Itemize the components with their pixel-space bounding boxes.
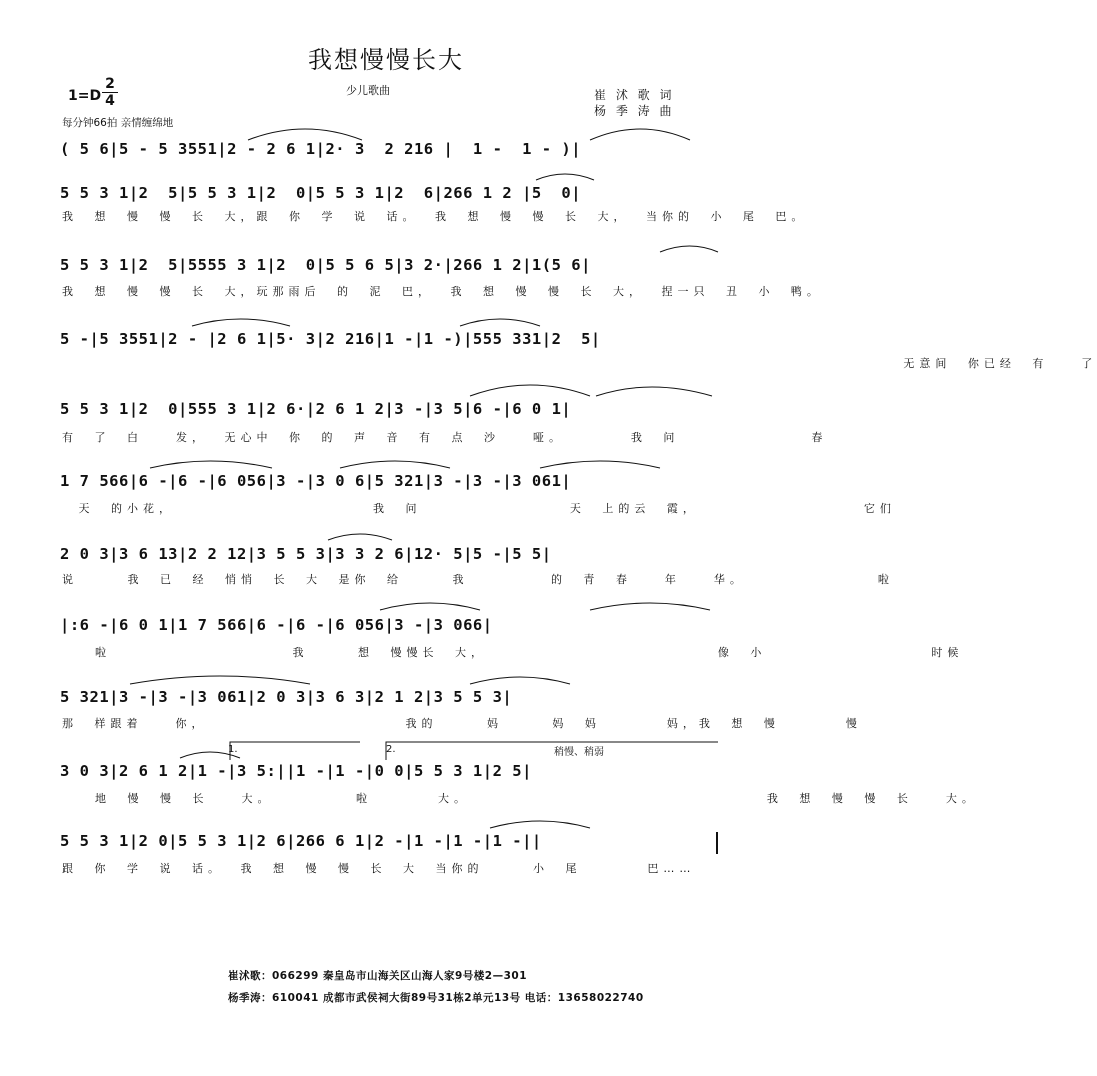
tempo-marking: 每分钟66拍 亲情缠绵地 (62, 117, 174, 129)
volta-bracket-1 (230, 742, 360, 760)
lyric-line-9: 那 样跟着 你， 我的 妈 妈 妈 妈，我 想 慢 慢 (62, 717, 862, 730)
notation-line-2: 5 5 3 1|2 5|5 5 3 1|2 0|5 5 3 1|2 6|266 1 2 |5 0| (60, 184, 582, 202)
lyric-line-7: 说 我 已 经 悄悄 长 大 是你 给 我 的 青 春 年 华。 啦 (62, 573, 894, 586)
slur-arc (490, 821, 590, 828)
notation-line-4: 5 -|5 3551|2 - |2 6 1|5· 3|2 216|1 -|1 -)|555 331|2 5| (60, 330, 601, 348)
slur-arc (470, 385, 590, 396)
composer-credit: 杨 季 涛 曲 (594, 104, 675, 118)
slur-arc (248, 129, 362, 140)
slur-arc (150, 461, 272, 468)
lyric-line-10: 地 慢 慢 长 大。 啦 大。 我 想 慢 慢 长 大。 (62, 792, 978, 805)
time-denominator: 4 (105, 93, 115, 109)
lyric-line-11: 跟 你 学 说 话。 我 想 慢 慢 长 大 当你的 小 尾 巴…… (62, 862, 696, 875)
final-barline (716, 832, 718, 854)
volta-1: 1. (228, 744, 238, 755)
notation-line-9: 5 321|3 -|3 -|3 061|2 0 3|3 6 3|2 1 2|3 5 5 3| (60, 688, 513, 706)
volta-bracket-2 (386, 742, 718, 760)
notation-line-6: 1 7 566|6 -|6 -|6 056|3 -|3 0 6|5 321|3 -|3 -|3 061| (60, 472, 572, 490)
slur-arc (380, 603, 480, 610)
notation-line-10: 3 0 3|2 6 1 2|1 -|3 5:||1 -|1 -|0 0|5 5 3 1|2 5| (60, 762, 532, 780)
time-numerator: 2 (102, 76, 118, 93)
lyric-line-4: 无意间 你已经 有 了 (62, 357, 1097, 370)
song-title: 我想慢慢长大 (308, 46, 464, 74)
lyricist-credit: 崔 沭 歌 词 (594, 88, 675, 102)
slur-arc (328, 534, 392, 540)
footer-contact-1: 崔沭歌：066299 秦皇岛市山海关区山海人家9号楼2—301 (228, 970, 528, 982)
notation-line-1: ( 5 6|5 - 5 3551|2 - 2 6 1|2· 3 2 216 | 1 - 1 - )| (60, 140, 582, 158)
lyric-line-8: 啦 我 想 慢慢长 大， 像 小 时候 (62, 646, 964, 659)
footer-contact-2: 杨季涛：610041 成都市武侯祠大街89号31栋2单元13号 电话：13658022740 (228, 992, 644, 1004)
slur-arc (180, 752, 240, 758)
slur-arc (460, 319, 540, 326)
dynamics-marking: 稍慢、稍弱 (554, 747, 604, 758)
notation-line-11: 5 5 3 1|2 0|5 5 3 1|2 6|266 6 1|2 -|1 -|1 -|1 -|| (60, 832, 542, 850)
notation-line-5: 5 5 3 1|2 0|555 3 1|2 6·|2 6 1 2|3 -|3 5|6 -|6 0 1| (60, 400, 572, 418)
slur-arc (192, 319, 290, 326)
lyric-line-2: 我 想 慢 慢 长 大，跟 你 学 说 话。 我 想 慢 慢 长 大， 当你的 小 尾 巴。 (62, 210, 808, 223)
slur-arc (540, 461, 660, 468)
slur-arc (470, 677, 570, 684)
slur-arc (130, 676, 310, 684)
key-signature: 1=D (68, 88, 102, 104)
notation-line-3: 5 5 3 1|2 5|5555 3 1|2 0|5 5 6 5|3 2·|266 1 2|1(5 6| (60, 256, 591, 274)
slur-arc (590, 129, 690, 140)
notation-line-8: |:6 -|6 0 1|1 7 566|6 -|6 -|6 056|3 -|3 066| (60, 616, 493, 634)
lyric-line-5: 有 了 白 发， 无心中 你 的 声 音 有 点 沙 哑。 我 问 春 (62, 431, 828, 444)
slur-arc (596, 387, 712, 396)
volta-2: 2. (386, 744, 396, 755)
lyric-line-3: 我 想 慢 慢 长 大，玩那雨后 的 泥 巴， 我 想 慢 慢 长 大， 捏一只 丑 小 鸭。 (62, 285, 823, 298)
slur-arc (340, 461, 450, 468)
slur-arc (590, 603, 710, 610)
notation-line-7: 2 0 3|3 6 13|2 2 12|3 5 5 3|3 3 2 6|12· 5|5 -|5 5| (60, 545, 552, 563)
song-subtitle: 少儿歌曲 (346, 84, 390, 97)
slur-arc (536, 174, 594, 180)
slur-arc (660, 246, 718, 252)
lyric-line-6: 天 的小花， 我 问 天 上的云 霞， 它们 (62, 502, 896, 515)
